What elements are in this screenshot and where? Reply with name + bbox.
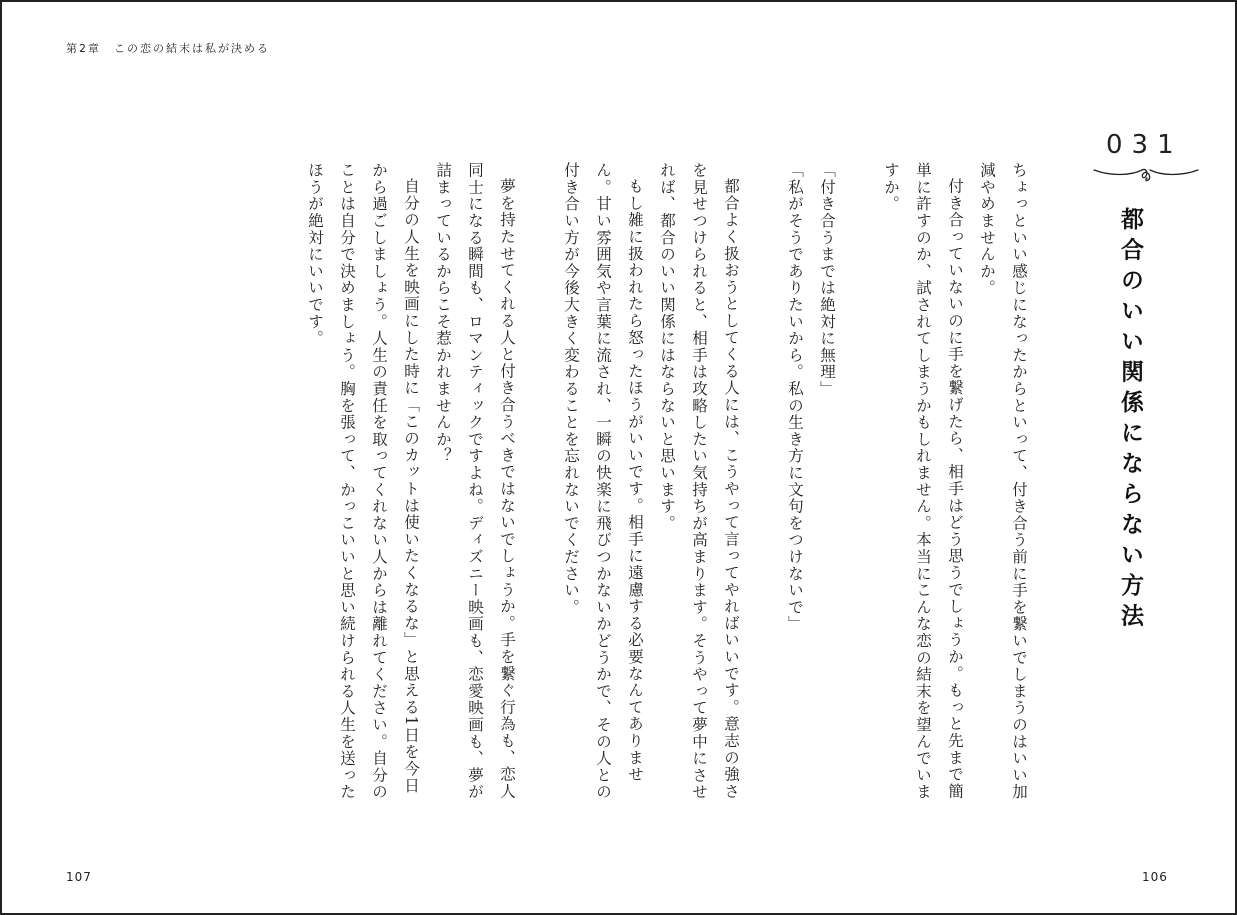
- blank-line: [843, 162, 875, 802]
- running-head: 第2章 この恋の結末は私が決める: [66, 42, 270, 55]
- flourish-ornament-icon: [1090, 160, 1202, 188]
- paragraph: ちょっといい感じになったからといって、付き合う前に手を繋いでしまうのはいい加減やめませんか。: [978, 162, 1028, 801]
- quote-paragraph: 「私がそうでありたいから。私の生き方に文句をつけないで」: [786, 162, 804, 633]
- section-title: 都合のいい関係にならない方法: [1117, 207, 1143, 634]
- paragraph: 都合よく扱おうとしてくる人には、こうやって言ってやればいいです。意志の強さを見せつけられると、相手は攻略したい気持ちが高まります。そうやって夢中にさせれば、都合のいい関係にはならないと思います。: [658, 162, 740, 801]
- paragraph: 夢を持たせてくれる人と付き合うべきではないでしょうか。手を繋ぐ行為も、恋人同士になる瞬間も、ロマンティックですよね。ディズニー映画も、恋愛映画も、夢が詰まっているからこそ惹かれませんか？: [434, 162, 516, 801]
- blank-line: [523, 162, 555, 802]
- quote-paragraph: 「付き合うまでは絶対に無理」: [818, 162, 836, 398]
- paragraph: もし雑に扱われたら怒ったほうがいいです。相手に遠慮する必要なんてありません。甘い雰囲気や言葉に流され、一瞬の快楽に飛びつかないかどうかで、その人との付き合い方が今後大きく変わることを忘れないでください。: [562, 162, 644, 801]
- page-number-left: 107: [66, 870, 92, 884]
- section-number: 031: [1106, 130, 1183, 160]
- page-number-right: 106: [1142, 870, 1168, 884]
- blank-line: [747, 162, 779, 802]
- paragraph: 付き合っていないのに手を繋げたら、相手はどう思うでしょうか。もっと先まで簡単に許すのか、試されてしまうかもしれません。本当にこんな恋の結末を望んでいますか。: [882, 162, 964, 801]
- body-text: [299, 162, 1035, 802]
- paragraph: 自分の人生を映画にした時に「このカットは使いたくなるな」と思える1日を今日から過ごしましょう。人生の責任を取ってくれない人からは離れてください。自分のことは自分で決めましょう。胸を張って、かっこいいと思い続けられる人生を送ったほうが絶対にいいです。: [306, 162, 420, 801]
